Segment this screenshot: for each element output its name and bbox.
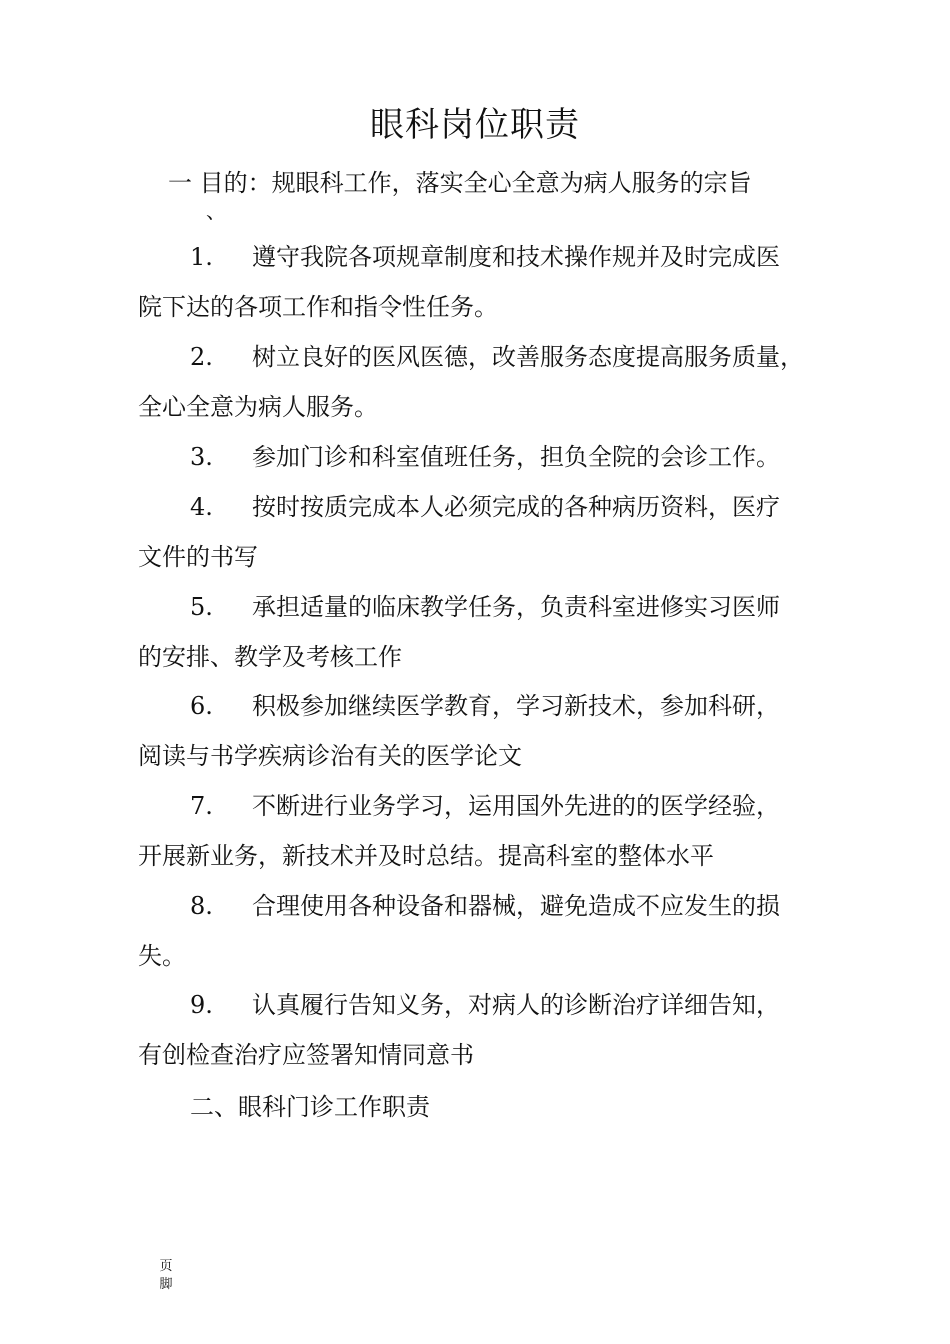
- page-footer: [158, 1258, 174, 1294]
- list-item-text: 按时按质完成本人必须完成的各种病历资料，医疗: [252, 493, 780, 521]
- document-title: 眼科岗位职责: [370, 105, 580, 145]
- list-item-number: 4.: [190, 493, 213, 521]
- list-item-continuation: 的安排、教学及考核工作: [138, 643, 402, 671]
- section-one-heading-mark: 、: [206, 199, 226, 223]
- list-item-continuation: 全心全意为病人服务。: [138, 393, 378, 421]
- section-one-heading-text: 一 目的：规眼科工作，落实全心全意为病人服务的宗旨: [168, 169, 752, 197]
- list-item-continuation: 文件的书写: [138, 543, 258, 571]
- list-item-number: 8.: [190, 892, 213, 920]
- footer-line-1: 页: [159, 1259, 173, 1274]
- list-item-continuation: 开展新业务，新技术并及时总结。提高科室的整体水平: [138, 842, 714, 870]
- list-item-continuation: 阅读与书学疾病诊治有关的医学论文: [138, 742, 522, 770]
- list-item-7: [138, 781, 838, 881]
- list-item-5: [138, 582, 838, 682]
- list-item-8: [138, 881, 838, 981]
- list-item-continuation: 院下达的各项工作和指令性任务。: [138, 293, 498, 321]
- list-item-number: 7.: [190, 792, 213, 820]
- list-item-number: 5.: [190, 593, 213, 621]
- footer-line-2: 脚: [159, 1277, 173, 1292]
- list-item-number: 2.: [190, 343, 213, 371]
- list-item-text: 参加门诊和科室值班任务，担负全院的会诊工作。: [252, 443, 780, 471]
- list-item-number: 1.: [190, 243, 213, 271]
- list-item-continuation: 失。: [138, 942, 186, 970]
- section-two-heading: 二、眼科门诊工作职责: [190, 1093, 430, 1121]
- list-item-continuation: 有创检查治疗应签署知情同意书: [138, 1041, 474, 1069]
- list-item-1: [138, 232, 838, 332]
- list-item-text: 树立良好的医风医德，改善服务态度提高服务质量，: [252, 343, 804, 371]
- list-item-text: 承担适量的临床教学任务，负责科室进修实习医师: [252, 593, 780, 621]
- list-item-6: [138, 681, 838, 781]
- list-item-4: [138, 482, 838, 582]
- list-item-text: 不断进行业务学习，运用国外先进的的医学经验，: [252, 792, 780, 820]
- list-item-text: 积极参加继续医学教育，学习新技术，参加科研，: [252, 692, 780, 720]
- list-item-3: [138, 432, 838, 482]
- list-item-2: [138, 332, 838, 432]
- list-item-9: [138, 980, 838, 1080]
- list-item-number: 9.: [190, 991, 213, 1019]
- list-item-text: 遵守我院各项规章制度和技术操作规并及时完成医: [252, 243, 780, 271]
- list-item-number: 6.: [190, 692, 213, 720]
- list-item-number: 3.: [190, 443, 213, 471]
- section-one-heading: [168, 165, 752, 223]
- list-item-text: 合理使用各种设备和器械，避免造成不应发生的损: [252, 892, 780, 920]
- list-item-text: 认真履行告知义务，对病人的诊断治疗详细告知，: [252, 991, 780, 1019]
